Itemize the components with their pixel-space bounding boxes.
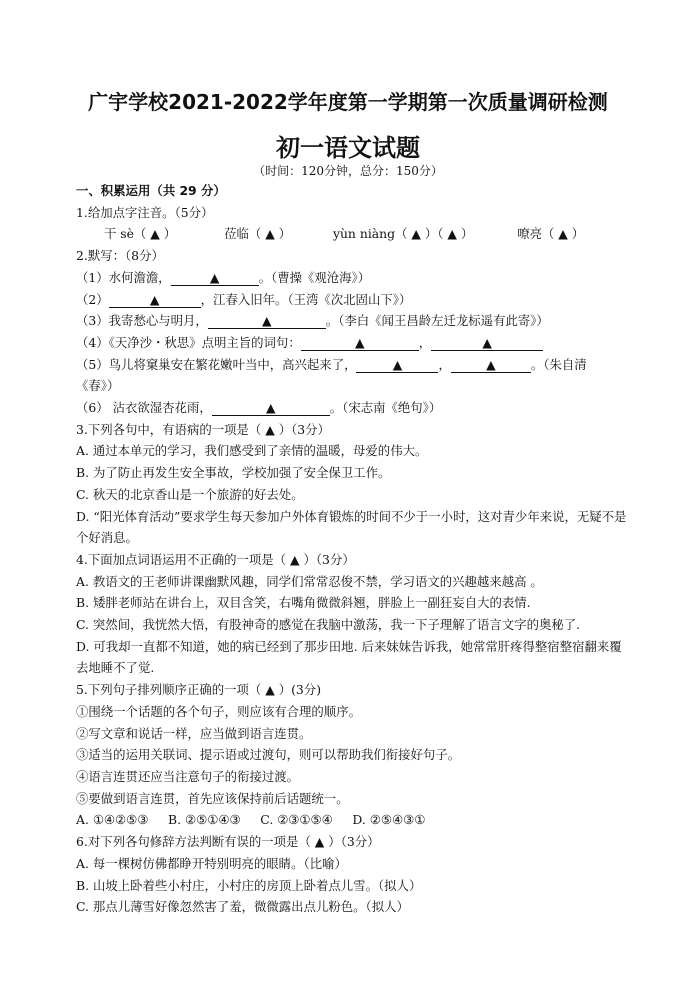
answer-blank[interactable]: ▲ — [451, 358, 531, 373]
answer-blank[interactable]: ▲ — [431, 336, 543, 351]
q3-heading: 3.下列各句中，有语病的一项是（ ▲ ）（3分） — [76, 421, 330, 437]
q6-heading: 6.对下列各句修辞方法判断有误的一项是（ ▲ ）（3分） — [76, 834, 380, 850]
q6-option-a: A. 每一棵树仿佛都睁开特别明亮的眼睛。（比喻） — [76, 855, 347, 871]
q4-option-a: A. 教语文的王老师讲课幽默风趣，同学们常常忍俊不禁，学习语文的兴趣越来越高 。 — [76, 573, 543, 589]
q4-option-c: C. 突然间，我恍然大悟，有股神奇的感觉在我脑中激荡，我一下子理解了语言文字的奥秘了. — [76, 617, 581, 633]
q4-heading: 4.下面加点词语运用不正确的一项是（ ▲ ）（3分） — [76, 551, 355, 567]
exam-meta: （时间：120分钟，总分：150分） — [253, 164, 443, 178]
q2-line-2: （2） ▲ ，江春入旧年。（王湾《次北固山下》） — [76, 291, 412, 307]
q5-sentence-5: ⑤要做到语言连贯，首先应该保持前后话题统一。 — [76, 790, 349, 806]
q3-option-d: D. “阳光体育活动”要求学生每天参加户外体育锻炼的时间不少于一小时，这对青少年来说，无疑不是个好消息。 — [76, 508, 627, 546]
section-heading: 一、积累运用（共 29 分） — [76, 183, 226, 198]
exam-body — [76, 180, 631, 918]
q2-line-1: （1）水何澹澹， ▲ 。（曹操《观沧海》） — [76, 269, 371, 285]
q3-option-b: B. 为了防止再发生安全事故，学校加强了安全保卫工作。 — [76, 465, 391, 481]
q2-line-6: （6） 沾衣欲湿杏花雨， ▲ 。（宋志南《绝句》） — [76, 400, 442, 416]
q3-option-c: C. 秋天的北京香山是一个旅游的好去处。 — [76, 486, 304, 502]
q5-sentence-1: ①围绕一个话题的各个句子，则应该有合理的顺序。 — [76, 703, 361, 719]
q5-sentence-2: ②写文章和说话一样，应当做到语言连贯。 — [76, 725, 312, 741]
q5-heading: 5.下列句子排列顺序正确的一项（ ▲ ）(3分) — [76, 682, 322, 698]
q4-option-d: D. 可我却一直都不知道，她的病已经到了那步田地. 后来妹妹告诉我，她常常肝疼得整宿整宿翻来覆去地睡不了觉. — [76, 638, 622, 676]
q1-heading: 1.给加点字注音。（5分） — [76, 204, 214, 220]
q6-option-b: B. 山坡上卧着些小村庄，小村庄的房顶上卧着点儿雪。（拟人） — [76, 877, 422, 893]
answer-blank[interactable]: ▲ — [109, 293, 201, 308]
answer-blank[interactable]: ▲ — [171, 271, 259, 286]
q5-sentence-3: ③适当的运用关联词、提示语或过渡句，则可以帮助我们衔接好句子。 — [76, 747, 461, 763]
answer-blank[interactable]: ▲ — [212, 401, 330, 416]
q6-option-c: C. 那点儿薄雪好像忽然害了羞，微微露出点儿粉色。（拟人） — [76, 899, 409, 915]
q1-item-3: yùn niàng（ ▲ ）（ ▲ ） — [332, 226, 474, 242]
exam-subtitle: 初一语文试题 — [276, 134, 420, 162]
q1-item-2: 莅临（ ▲ ） — [224, 226, 292, 242]
q4-option-b: B. 矮胖老师站在讲台上，双目含笑，右嘴角微微斜翘，胖脸上一副狂妄自大的表情. — [76, 595, 531, 611]
q2-line-3: （3）我寄愁心与明月， ▲ 。（李白《闻王昌龄左迁龙标遥有此寄》） — [76, 313, 549, 329]
q1-item-1: 干 sè（ ▲ ） — [103, 226, 177, 242]
q1-items — [76, 223, 631, 245]
q1-item-4: 嘹亮（ ▲ ） — [517, 226, 585, 242]
q2-line-5-cont: 《春》） — [76, 378, 120, 394]
q5-sentence-4: ④语言连贯还应当注意句子的衔接过渡。 — [76, 768, 300, 784]
q5-options: A. ①④②⑤③ B. ②⑤①④③ C. ②③①⑤④ D. ②⑤④③① — [76, 812, 426, 828]
q2-line-4: （4）《天净沙・秋思》点明主旨的词句： ▲ ， ▲ — [76, 332, 631, 354]
answer-blank[interactable]: ▲ — [208, 314, 326, 329]
q2-line-5: （5）鸟儿将窠巢安在繁花嫩叶当中，高兴起来了， ▲ ， ▲ 。（朱自清 — [76, 356, 587, 372]
answer-blank[interactable]: ▲ — [301, 336, 419, 351]
q3-option-a: A. 通过本单元的学习，我们感受到了亲情的温暖，母爱的伟大。 — [76, 443, 428, 459]
answer-blank[interactable]: ▲ — [356, 358, 438, 373]
q2-heading: 2.默写：（8分） — [76, 248, 164, 264]
exam-title: 广宇学校2021-2022学年度第一学期第一次质量调研检测 — [88, 90, 608, 114]
